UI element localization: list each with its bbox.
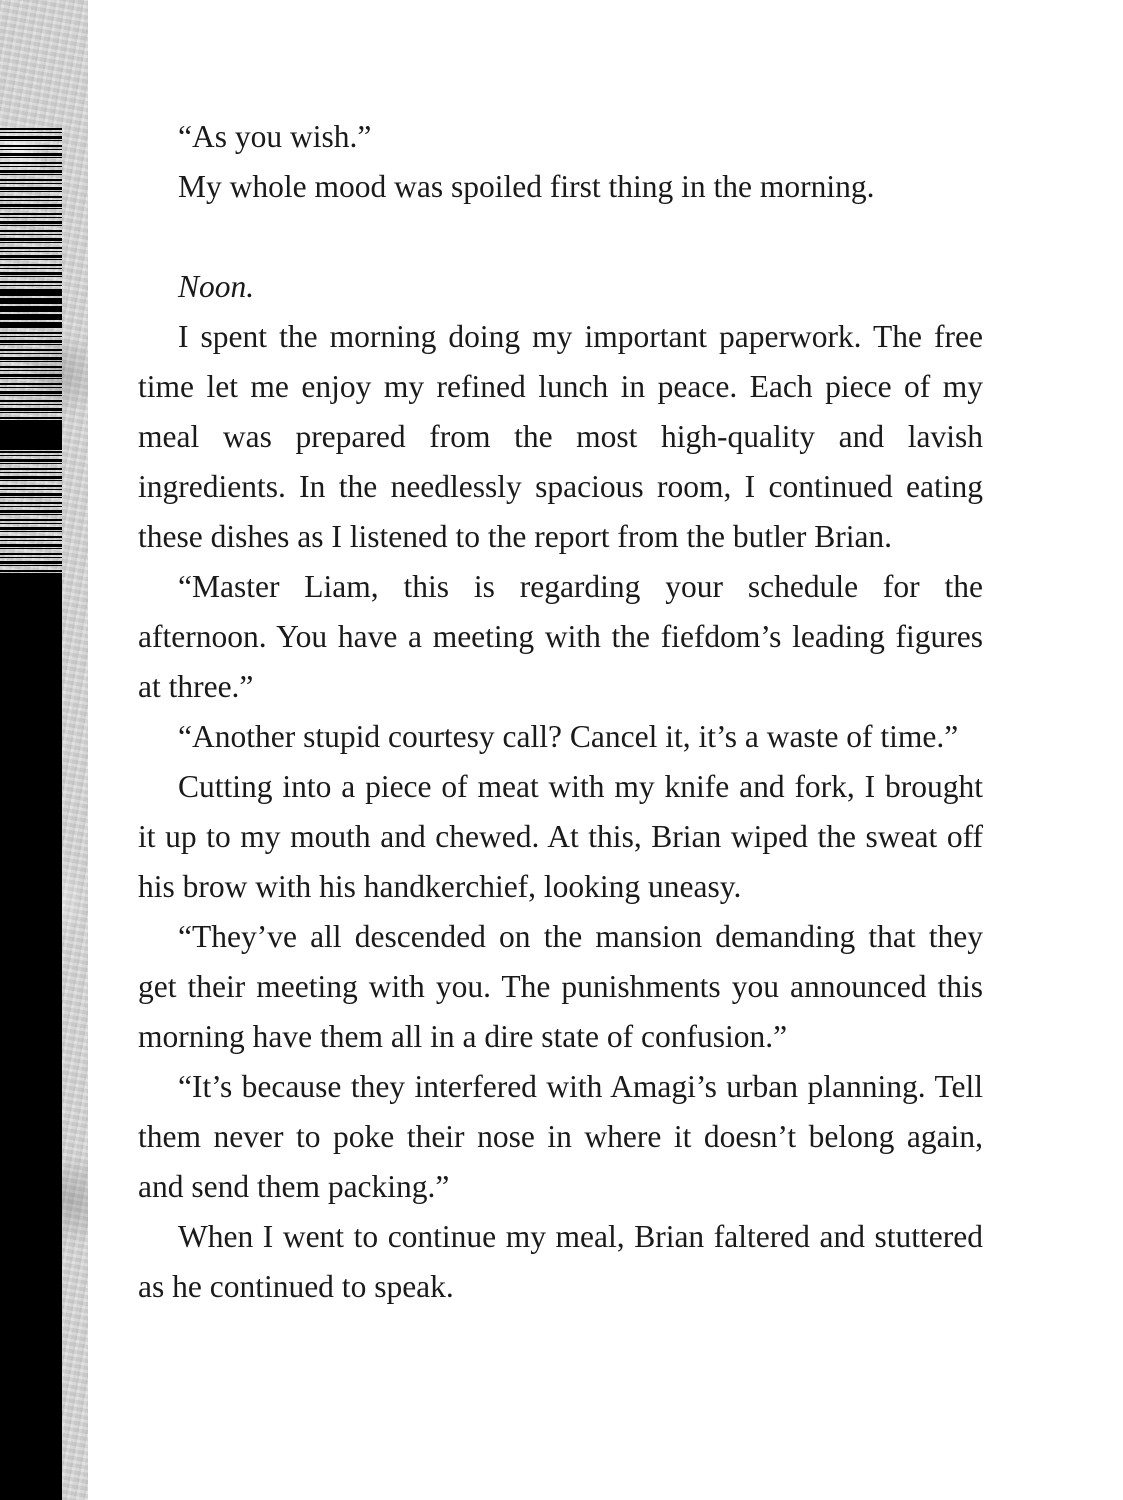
paragraph: “As you wish.”: [178, 119, 372, 154]
time-heading-text: Noon.: [178, 269, 255, 304]
decorative-edge-strip: [0, 0, 88, 1500]
paragraph: When I went to continue my meal, Brian faltered and stuttered as he continued to speak.: [138, 1219, 983, 1304]
paragraph: Cutting into a piece of meat with my knife and fork, I brought it up to my mouth and chewed. At this, Brian wiped the sweat off his brow with his handkerchief, looking uneasy.: [138, 769, 983, 904]
barcode-pattern: [0, 128, 62, 573]
paragraph: My whole mood was spoiled first thing in the morning.: [178, 169, 875, 204]
solid-edge-bar: [0, 573, 62, 1500]
paragraph: “It’s because they interfered with Amagi’s urban planning. Tell them never to poke their nose in where it doesn’t belong again, and send them packing.”: [138, 1069, 983, 1204]
page-body-text: [138, 112, 983, 1312]
paragraph: “Master Liam, this is regarding your schedule for the afternoon. You have a meeting with the fiefdom’s leading figures at three.”: [138, 569, 983, 704]
paragraph: I spent the morning doing my important paperwork. The free time let me enjoy my refined lunch in peace. Each piece of my meal was prepared from the most high-quality and lavish ingredients. In the needlessly spacious room, I continued eating these dishes as I listened to the report from the butler Brian.: [138, 319, 983, 554]
barcode-pattern: [0, 420, 62, 450]
paragraph: “Another stupid courtesy call? Cancel it, it’s a waste of time.”: [178, 719, 959, 754]
barcode-pattern: [0, 290, 62, 330]
section-time-heading: [138, 262, 983, 312]
paragraph: “They’ve all descended on the mansion demanding that they get their meeting with you. The punishments you announced this morning have them all in a dire state of confusion.”: [138, 919, 983, 1054]
